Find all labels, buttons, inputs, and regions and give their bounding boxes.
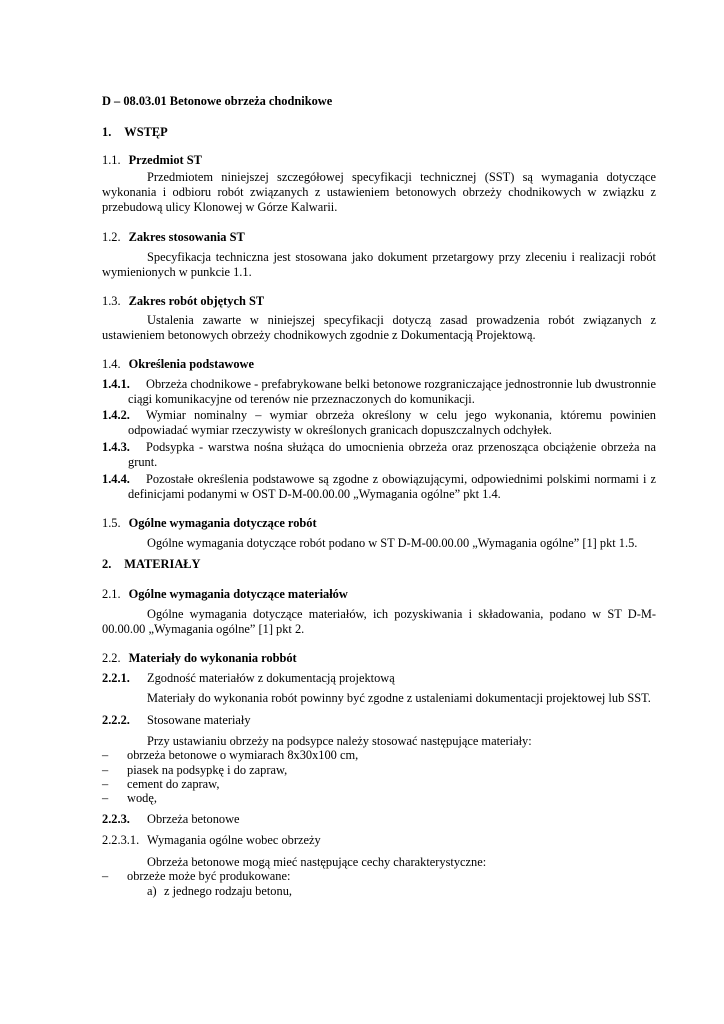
section-title: Ogólne wymagania dotyczące materiałów: [128, 587, 348, 601]
definition-text: Wymiar nominalny – wymiar obrzeża określony w celu jego wykonania, któremu powinien odpowiadać wymiar rzeczywisty w określonych granicach dopuszczalnych odchyłek.: [128, 408, 656, 437]
list-item: obrzeże może być produkowane:: [127, 869, 291, 883]
definition-1-4-4: [102, 472, 656, 502]
list-bullet: –: [102, 748, 109, 762]
materials-intro: Przy ustawianiu obrzeży na podsypce należy stosować następujące materiały:: [147, 734, 532, 748]
section-1-1-heading: [102, 153, 202, 168]
section-number: 2.2.: [102, 651, 121, 665]
section-number: 1.1.: [102, 153, 121, 167]
list-item: piasek na podsypkę i do zapraw,: [127, 763, 288, 777]
section-number: 1.3.: [102, 294, 121, 308]
section-2-2-3-heading: [102, 812, 240, 827]
section-title: Zakres stosowania ST: [128, 230, 245, 244]
sub-list-label: a): [147, 884, 157, 898]
section-2-2-1-heading: [102, 671, 395, 686]
section-number: 1.: [102, 125, 112, 139]
section-1-5-heading: [102, 516, 317, 531]
list-item: cement do zapraw,: [127, 777, 220, 791]
section-title: Zakres robót objętych ST: [128, 294, 265, 308]
section-2-2-2-heading: [102, 713, 251, 728]
section-number: 1.5.: [102, 516, 121, 530]
definition-text: Pozostałe określenia podstawowe są zgodne z obowiązującymi, odpowiednimi polskimi normami i z definicjami podanymi w OST D-M-00.00.00 „Wymagania ogólne” pkt 1.4.: [128, 472, 656, 501]
section-2-2-3-1-heading: [102, 833, 321, 848]
section-number: 2.: [102, 557, 112, 571]
list-item: wodę,: [127, 791, 157, 805]
section-number: 2.2.3.: [102, 812, 130, 826]
section-1-heading: [102, 125, 168, 140]
list-bullet: –: [102, 869, 109, 883]
list-bullet: –: [102, 791, 109, 805]
sub-list-item: [147, 884, 292, 899]
section-title: Określenia podstawowe: [128, 357, 255, 371]
section-title: Ogólne wymagania dotyczące robót: [128, 516, 317, 530]
section-number: 2.1.: [102, 587, 121, 601]
definition-number: 1.4.1.: [102, 377, 130, 391]
definition-text: Podsypka - warstwa nośna służąca do umocnienia obrzeża oraz przenosząca obciążenie obrzeża na grunt.: [128, 440, 656, 469]
definition-number: 1.4.3.: [102, 440, 130, 454]
section-number: 2.2.3.1.: [102, 833, 140, 847]
features-intro: Obrzeża betonowe mogą mieć następujące cechy charakterystyczne:: [147, 855, 487, 869]
section-2-2-1-paragraph: Materiały do wykonania robót powinny być zgodne z ustaleniami dokumentacji projektowej lub SST.: [147, 691, 651, 705]
section-1-3-heading: [102, 294, 264, 309]
document-title: D – 08.03.01 Betonowe obrzeża chodnikowe: [102, 94, 333, 108]
section-title: MATERIAŁY: [124, 557, 201, 571]
section-1-5-paragraph: Ogólne wymagania dotyczące robót podano w ST D-M-00.00.00 „Wymagania ogólne” [1] pkt 1.5.: [147, 536, 638, 550]
section-2-1-heading: [102, 587, 348, 602]
definition-1-4-1: [102, 377, 656, 407]
list-item: obrzeża betonowe o wymiarach 8x30x100 cm,: [127, 748, 359, 762]
section-title: Obrzeża betonowe: [147, 812, 240, 826]
definition-number: 1.4.4.: [102, 472, 130, 486]
section-2-heading: [102, 557, 200, 572]
section-title: Przedmiot ST: [128, 153, 202, 167]
section-number: 1.4.: [102, 357, 121, 371]
section-1-2-heading: [102, 230, 245, 245]
section-1-3-paragraph: Ustalenia zawarte w niniejszej specyfikacji dotyczą zasad prowadzenia robót związanych z ustawieniem betonowych obrzeży chodnikowych zgodnie z Dokumentacją Projektową.: [102, 313, 656, 342]
section-number: 2.2.2.: [102, 713, 130, 727]
definition-1-4-3: [102, 440, 656, 470]
section-2-1-paragraph: Ogólne wymagania dotyczące materiałów, ich pozyskiwania i składowania, podano w ST D-M-00.00.00 „Wymagania ogólne” [1] pkt 2.: [102, 607, 656, 636]
section-title: Stosowane materiały: [147, 713, 251, 727]
section-title: WSTĘP: [124, 125, 168, 139]
section-1-1-paragraph: Przedmiotem niniejszej szczegółowej specyfikacji technicznej (SST) są wymagania dotyczące wykonania i odbioru robót związanych z ustawieniem betonowych obrzeży chodnikowych w związku z przebudową ulicy Klonowej w Górze Kalwarii.: [102, 170, 656, 214]
section-number: 2.2.1.: [102, 671, 130, 685]
list-bullet: –: [102, 763, 109, 777]
definition-1-4-2: [102, 408, 656, 438]
definition-number: 1.4.2.: [102, 408, 130, 422]
definition-text: Obrzeża chodnikowe - prefabrykowane belki betonowe rozgraniczające jednostronnie lub dwustronnie ciągi komunikacyjne od terenów nie przeznaczonych do komunikacji.: [128, 377, 656, 406]
section-title: Zgodność materiałów z dokumentacją projektową: [147, 671, 395, 685]
sub-list-text: z jednego rodzaju betonu,: [164, 884, 292, 898]
section-2-2-heading: [102, 651, 297, 666]
section-title: Wymagania ogólne wobec obrzeży: [147, 833, 321, 847]
section-1-4-heading: [102, 357, 254, 372]
section-number: 1.2.: [102, 230, 121, 244]
list-bullet: –: [102, 777, 109, 791]
section-title: Materiały do wykonania robbót: [128, 651, 297, 665]
section-1-2-paragraph: Specyfikacja techniczna jest stosowana jako dokument przetargowy przy zleceniu i realizacji robót wymienionych w punkcie 1.1.: [102, 250, 656, 279]
